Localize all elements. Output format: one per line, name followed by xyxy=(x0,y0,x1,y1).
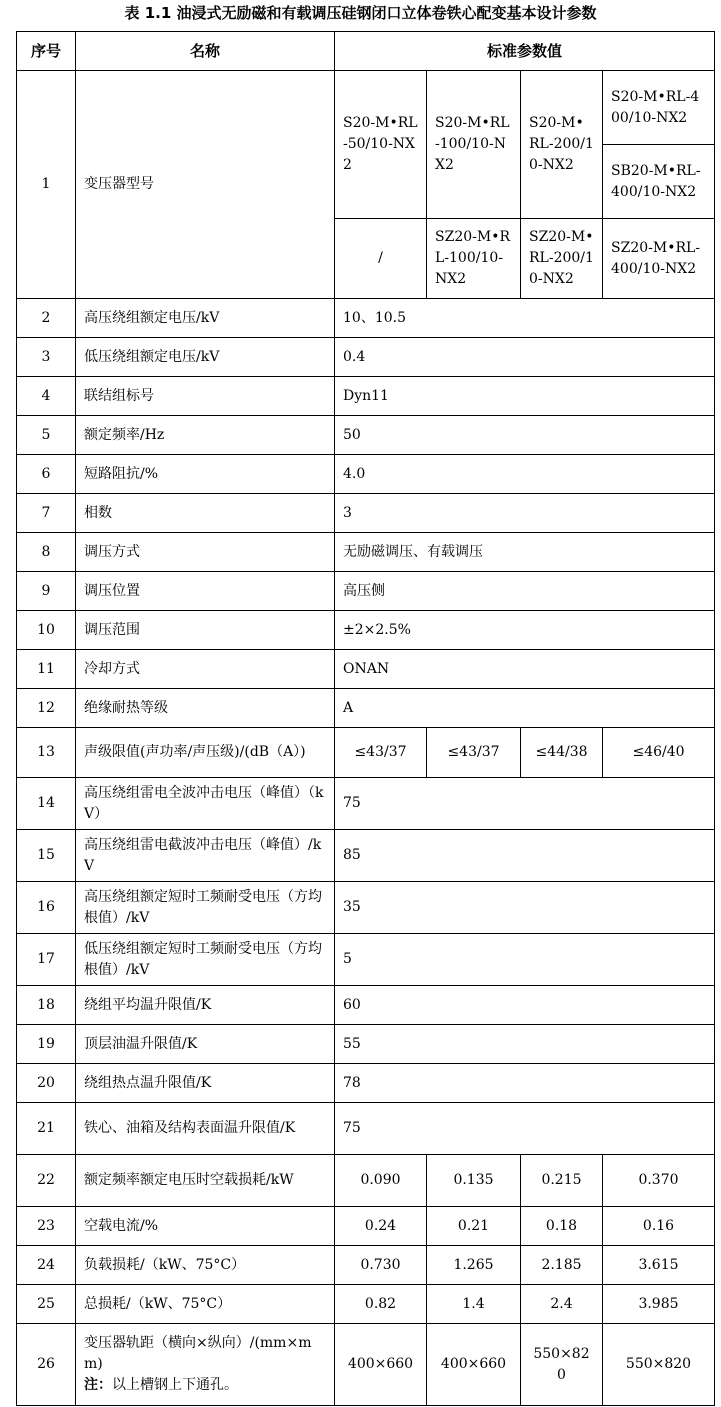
row-no: 10 xyxy=(17,611,76,650)
table-row xyxy=(17,986,715,1025)
row-no: 6 xyxy=(17,455,76,494)
row-name: 调压方式 xyxy=(76,533,335,572)
table-row xyxy=(17,1155,715,1207)
row-name: 低压绕组额定短时工频耐受电压（方均根值）/kV xyxy=(76,934,335,986)
table-row xyxy=(17,1103,715,1155)
row-name: 调压位置 xyxy=(76,572,335,611)
row-name: 绝缘耐热等级 xyxy=(76,689,335,728)
row-no: 25 xyxy=(17,1285,76,1324)
row-no: 26 xyxy=(17,1324,76,1406)
row-no: 14 xyxy=(17,778,76,830)
row-no: 11 xyxy=(17,650,76,689)
table-row xyxy=(17,934,715,986)
table-row xyxy=(17,1324,715,1406)
model-100: S20-M•RL-100/10-NX2 xyxy=(427,71,521,219)
row-name: 顶层油温升限值/K xyxy=(76,1025,335,1064)
table-row xyxy=(17,71,715,145)
row-name: 额定频率额定电压时空载损耗/kW xyxy=(76,1155,335,1207)
table-caption: 表 1.1 油浸式无励磁和有载调压硅钢闭口立体卷铁心配变基本设计参数 xyxy=(124,4,597,22)
row-no: 15 xyxy=(17,830,76,882)
row-value: 75 xyxy=(335,1103,715,1155)
table-row xyxy=(17,689,715,728)
row-no: 7 xyxy=(17,494,76,533)
row-value: 10、10.5 xyxy=(335,299,715,338)
table-row xyxy=(17,778,715,830)
model-none: / xyxy=(335,219,427,299)
row-no: 22 xyxy=(17,1155,76,1207)
row-name: 联结组标号 xyxy=(76,377,335,416)
row-no: 20 xyxy=(17,1064,76,1103)
row-no: 5 xyxy=(17,416,76,455)
row-note xyxy=(84,1375,326,1396)
row-value: 35 xyxy=(335,882,715,934)
row-value: 78 xyxy=(335,1064,715,1103)
row-name: 冷却方式 xyxy=(76,650,335,689)
table-row xyxy=(17,728,715,778)
row-no: 23 xyxy=(17,1207,76,1246)
row-name: 高压绕组雷电全波冲击电压（峰值）（kV） xyxy=(76,778,335,830)
header-value: 标准参数值 xyxy=(335,32,715,71)
row-no: 1 xyxy=(17,71,76,299)
row-no: 12 xyxy=(17,689,76,728)
row-no: 19 xyxy=(17,1025,76,1064)
table-row xyxy=(17,299,715,338)
row-name: 低压绕组额定电压/kV xyxy=(76,338,335,377)
row-value: 0.730 xyxy=(335,1246,427,1285)
model-sz100: SZ20-M•RL-100/10-NX2 xyxy=(427,219,521,299)
row-no: 9 xyxy=(17,572,76,611)
row-name: 总损耗/（kW、75°C） xyxy=(76,1285,335,1324)
row-value: ≤44/38 xyxy=(521,728,603,778)
row-name: 绕组热点温升限值/K xyxy=(76,1064,335,1103)
row-no: 3 xyxy=(17,338,76,377)
row-value: 无励磁调压、有载调压 xyxy=(335,533,715,572)
row-name: 短路阻抗/% xyxy=(76,455,335,494)
row-value: 2.4 xyxy=(521,1285,603,1324)
row-value: 0.135 xyxy=(427,1155,521,1207)
table-row xyxy=(17,455,715,494)
row-value: 4.0 xyxy=(335,455,715,494)
row-name: 绕组平均温升限值/K xyxy=(76,986,335,1025)
table-row xyxy=(17,611,715,650)
row-value: 550×820 xyxy=(521,1324,603,1406)
row-value: 1.4 xyxy=(427,1285,521,1324)
row-value: 3 xyxy=(335,494,715,533)
note-text: 以上槽钢上下通孔。 xyxy=(112,1377,238,1393)
row-value: 50 xyxy=(335,416,715,455)
row-value: 400×660 xyxy=(335,1324,427,1406)
note-label: 注： xyxy=(84,1377,112,1393)
table-row xyxy=(17,572,715,611)
row-name: 变压器型号 xyxy=(76,71,335,299)
row-no: 13 xyxy=(17,728,76,778)
row-value: ≤46/40 xyxy=(603,728,715,778)
row-name: 变压器轨距（横向×纵向）/(mm×mm) xyxy=(84,1335,312,1372)
row-name: 相数 xyxy=(76,494,335,533)
row-value: 400×660 xyxy=(427,1324,521,1406)
row-value: 3.615 xyxy=(603,1246,715,1285)
row-no: 21 xyxy=(17,1103,76,1155)
table-row xyxy=(17,1207,715,1246)
table-row xyxy=(17,416,715,455)
table-row xyxy=(17,533,715,572)
row-no: 2 xyxy=(17,299,76,338)
row-no: 18 xyxy=(17,986,76,1025)
row-no: 4 xyxy=(17,377,76,416)
row-name: 铁心、油箱及结构表面温升限值/K xyxy=(76,1103,335,1155)
row-value: 0.82 xyxy=(335,1285,427,1324)
row-value: 55 xyxy=(335,1025,715,1064)
model-sz400: SZ20-M•RL-400/10-NX2 xyxy=(603,219,715,299)
row-value: Dyn11 xyxy=(335,377,715,416)
table-row xyxy=(17,882,715,934)
header-name: 名称 xyxy=(76,32,335,71)
row-no: 8 xyxy=(17,533,76,572)
model-200: S20-M•RL-200/10-NX2 xyxy=(521,71,603,219)
row-value: 0.16 xyxy=(603,1207,715,1246)
row-no: 17 xyxy=(17,934,76,986)
row-value: 0.370 xyxy=(603,1155,715,1207)
row-value: ±2×2.5% xyxy=(335,611,715,650)
row-name: 调压范围 xyxy=(76,611,335,650)
row-value: ≤43/37 xyxy=(335,728,427,778)
table-row xyxy=(17,1025,715,1064)
row-name: 声级限值(声功率/声压级)/(dB（A）) xyxy=(76,728,335,778)
table-row xyxy=(17,650,715,689)
row-value: 0.090 xyxy=(335,1155,427,1207)
row-value: 60 xyxy=(335,986,715,1025)
spec-table xyxy=(16,31,715,1406)
row-value: 高压侧 xyxy=(335,572,715,611)
row-value: 0.24 xyxy=(335,1207,427,1246)
row-value: 0.215 xyxy=(521,1155,603,1207)
row-value: 0.4 xyxy=(335,338,715,377)
row-value: 75 xyxy=(335,778,715,830)
table-row xyxy=(17,338,715,377)
row-no: 16 xyxy=(17,882,76,934)
row-value: 550×820 xyxy=(603,1324,715,1406)
row-value: 0.18 xyxy=(521,1207,603,1246)
row-value: 0.21 xyxy=(427,1207,521,1246)
row-name: 负载损耗/（kW、75°C） xyxy=(76,1246,335,1285)
header-row xyxy=(17,32,715,71)
table-row xyxy=(17,830,715,882)
table-row xyxy=(17,1246,715,1285)
row-value: 85 xyxy=(335,830,715,882)
row-name: 高压绕组额定电压/kV xyxy=(76,299,335,338)
header-no: 序号 xyxy=(17,32,76,71)
row-value: 1.265 xyxy=(427,1246,521,1285)
table-row xyxy=(17,377,715,416)
row-no: 24 xyxy=(17,1246,76,1285)
table-row xyxy=(17,1285,715,1324)
row-value: ≤43/37 xyxy=(427,728,521,778)
row-name: 额定频率/Hz xyxy=(76,416,335,455)
model-400a: S20-M•RL-400/10-NX2 xyxy=(603,71,715,145)
row-name-with-note xyxy=(76,1324,335,1406)
model-400b: SB20-M•RL-400/10-NX2 xyxy=(603,145,715,219)
row-name: 空载电流/% xyxy=(76,1207,335,1246)
row-value: 5 xyxy=(335,934,715,986)
row-value: 3.985 xyxy=(603,1285,715,1324)
row-value: A xyxy=(335,689,715,728)
table-row xyxy=(17,1064,715,1103)
model-sz200: SZ20-M•RL-200/10-NX2 xyxy=(521,219,603,299)
row-name: 高压绕组额定短时工频耐受电压（方均根值）/kV xyxy=(76,882,335,934)
row-name: 高压绕组雷电截波冲击电压（峰值）/kV xyxy=(76,830,335,882)
row-value: 2.185 xyxy=(521,1246,603,1285)
table-row xyxy=(17,494,715,533)
row-value: ONAN xyxy=(335,650,715,689)
model-50: S20-M•RL-50/10-NX2 xyxy=(335,71,427,219)
